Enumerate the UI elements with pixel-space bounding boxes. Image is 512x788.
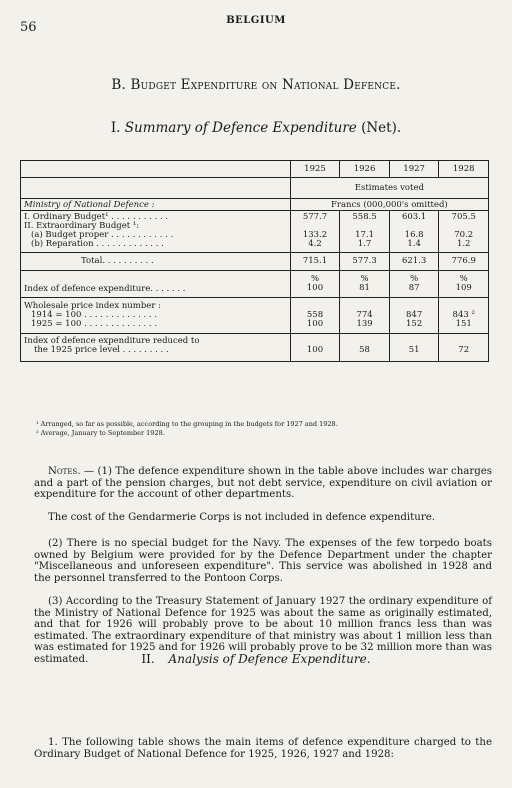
table-corner [21, 161, 291, 178]
year-header-1926: 1926 [340, 161, 390, 178]
year-header-1925: 1925 [290, 161, 340, 178]
row-label-w1925: 1925 = 100 . . . . . . . . . . . . . . [21, 320, 291, 334]
footnote-2: ² Average, January to September 1928. [36, 429, 165, 437]
section-ii-title: Analysis of Defence Expenditure. [168, 652, 371, 666]
cell-budget-proper-1926: 17.1 [340, 231, 390, 240]
notes-p1-text: — (1) The defence expenditure shown in the table above includes war charges and a part of the pension charges, but not debt service, expenditure on civil aviation or expenditure for the account of other departments. [34, 466, 492, 501]
cell-reparation-1926: 1.7 [340, 240, 390, 253]
cell-ordinary-1927: 603.1 [389, 211, 439, 223]
row-label-w1914: 1914 = 100 . . . . . . . . . . . . . . [21, 311, 291, 320]
cell-w1914-1925: 558 [290, 311, 340, 320]
footnotes [36, 420, 338, 438]
cell-value: 109 [455, 283, 472, 293]
cell-total-1925: 715.1 [290, 253, 340, 271]
cell-value: 81 [359, 283, 370, 293]
cell-w1925-1926: 139 [340, 320, 390, 334]
cell-value: 87 [408, 283, 420, 293]
section-b-heading: B. Budget Expenditure on National Defence. [111, 77, 401, 93]
pct-sign: % [360, 274, 369, 284]
cell-reduced-1927: 51 [389, 334, 439, 362]
row-label-reduced-line2: the 1925 price level . . . . . . . . . [34, 345, 169, 355]
cell-index-defence-1926 [340, 271, 390, 298]
cell-reduced-1926: 58 [340, 334, 390, 362]
row-label-budget-proper: (a) Budget proper . . . . . . . . . . . . [21, 231, 291, 240]
section-i-title: Summary of Defence Expenditure [124, 120, 357, 136]
francs-unit-label: Francs (000,000's omitted) [290, 199, 488, 211]
row-label-wholesale: Wholesale price index number : [21, 298, 291, 312]
cell-ordinary-1926: 558.5 [340, 211, 390, 223]
analysis-intro-paragraph: 1. The following table shows the main items of defence expenditure charged to the Ordinary Budget of National Defence for 1925, 1926, 1927 and 1928: [34, 737, 492, 760]
pct-sign: % [310, 274, 320, 284]
row-label-ordinary: I. Ordinary Budget¹ . . . . . . . . . . . [21, 211, 291, 223]
section-i-heading [0, 120, 512, 136]
year-header-1927: 1927 [389, 161, 439, 178]
footnote-1: ¹ Arranged, so far as possible, according to the grouping in the budgets for 1927 and 1928. [36, 420, 338, 428]
cell-total-1926: 577.3 [340, 253, 390, 271]
cell-w1914-1928: 843 ² [439, 311, 489, 320]
cell-total-1928: 776.9 [439, 253, 489, 271]
notes-paragraph-1b: The cost of the Gendarmerie Corps is not included in defence expenditure. [48, 512, 435, 523]
cell-reparation-1925: 4.2 [290, 240, 340, 253]
notes-paragraph-2: (2) There is no special budget for the Navy. The expenses of the few torpedo boats owned by Belgium were provided for by the Defence Department under the chapter "Miscellaneous and unforeseen expenditure". This service was abolished in 1928 and the personnel transferred to the Pontoon Corps. [34, 538, 492, 584]
cell-w1914-1926: 774 [340, 311, 390, 320]
cell-index-defence-1927 [389, 271, 439, 298]
row-label-reduced [21, 334, 291, 362]
cell-index-defence-1925 [290, 271, 340, 298]
notes-lead: Notes. [48, 466, 81, 477]
cell-ordinary-1925: 577.7 [290, 211, 340, 223]
cell-reparation-1928: 1.2 [439, 240, 489, 253]
section-i-number: I. [110, 120, 121, 136]
cell-reduced-1925: 100 [290, 334, 340, 362]
cell-budget-proper-1925: 133.2 [290, 231, 340, 240]
ministry-label: Ministry of National Defence : [21, 199, 291, 211]
cell-value: 100 [306, 283, 324, 293]
section-i-suffix: (Net). [361, 120, 402, 136]
cell-budget-proper-1928: 70.2 [439, 231, 489, 240]
row-label-reduced-line1: Index of defence expenditure reduced to [24, 336, 200, 346]
year-header-1928: 1928 [439, 161, 489, 178]
section-ii-heading [0, 652, 512, 666]
cell-reduced-1928: 72 [439, 334, 489, 362]
row-label-reparation: (b) Reparation . . . . . . . . . . . . . [21, 240, 291, 253]
cell-ordinary-1928: 705.5 [439, 211, 489, 223]
cell-index-defence-1928 [439, 271, 489, 298]
cell-w1914-1927: 847 [389, 311, 439, 320]
cell-total-1927: 621.3 [389, 253, 439, 271]
pct-sign: % [410, 274, 419, 284]
cell-w1925-1928: 151 [439, 320, 489, 334]
cell-w1925-1925: 100 [290, 320, 340, 334]
row-label-extraordinary: II. Extraordinary Budget ¹: [21, 222, 291, 231]
page-number: 56 [20, 20, 37, 35]
running-head: BELGIUM [226, 15, 286, 26]
row-label-total: Total. . . . . . . . . . [21, 253, 291, 271]
row-label-index-defence: Index of defence expenditure. . . . . . . [21, 271, 291, 298]
cell-w1925-1927: 152 [389, 320, 439, 334]
estimates-voted-label: Estimates voted [290, 178, 488, 199]
section-ii-number: II. [141, 652, 155, 666]
cell-budget-proper-1927: 16.8 [389, 231, 439, 240]
cell-reparation-1927: 1.4 [389, 240, 439, 253]
notes-paragraph-1 [34, 466, 492, 501]
notes-paragraph-3: (3) According to the Treasury Statement of January 1927 the ordinary expenditure of the Ministry of National Defence for 1925 was about the same as originally estimated, and that for 1926 will probably prove to be about 10 million francs less than was estimated. The extraordinary expenditure of that ministry was about 1 million less than was estimated for 1925 and for 1926 will probably prove to be 32 million more than was estimated. [34, 596, 492, 665]
summary-table [20, 160, 489, 362]
pct-sign: % [459, 274, 468, 284]
